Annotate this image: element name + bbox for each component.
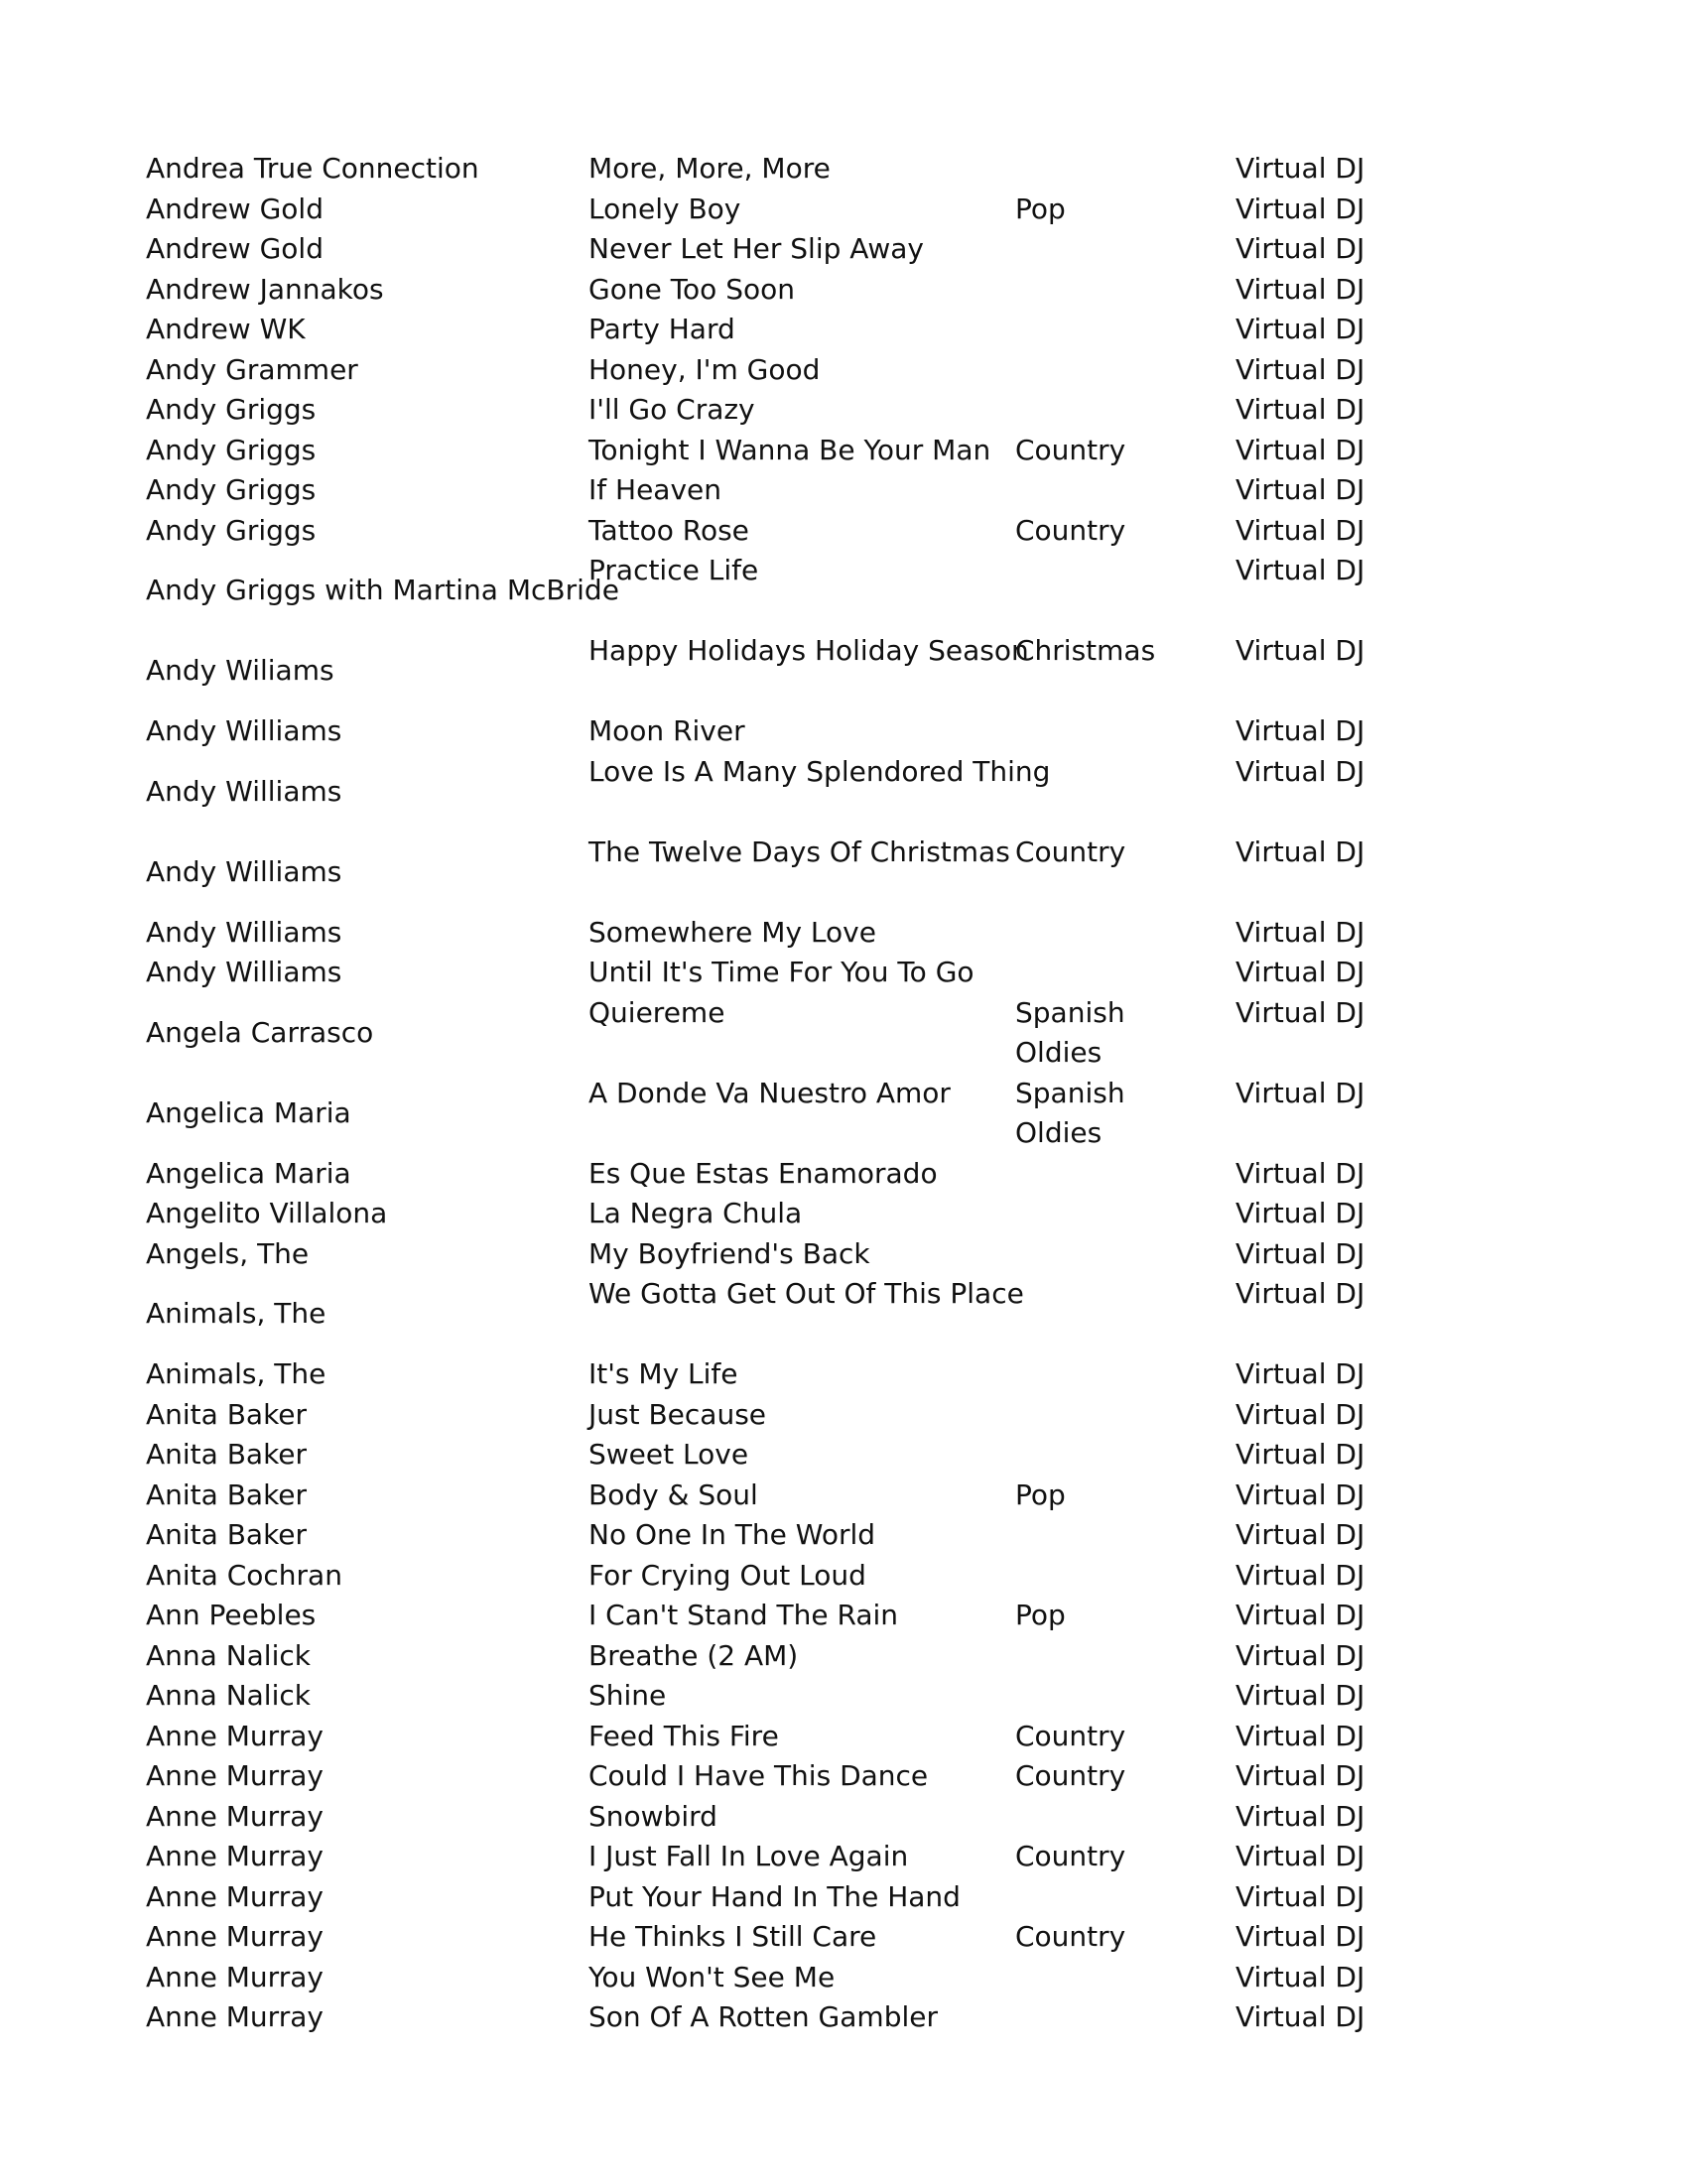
table-row	[0, 190, 1687, 230]
artist-cell: Anna Nalick	[146, 1638, 311, 1672]
title-cell: Snowbird	[588, 1799, 717, 1833]
genre-cell: Pop	[1015, 1477, 1066, 1511]
artist-cell: Andrew Gold	[146, 232, 324, 265]
source-cell: Virtual DJ	[1235, 1879, 1365, 1913]
table-row	[0, 551, 1687, 631]
title-cell: He Thinks I Still Care	[588, 1920, 877, 1953]
source-cell: Virtual DJ	[1235, 1920, 1365, 1953]
table-row	[0, 1074, 1687, 1154]
table-row	[0, 833, 1687, 913]
table-row	[0, 1917, 1687, 1958]
source-cell: Virtual DJ	[1235, 1759, 1365, 1792]
source-cell: Virtual DJ	[1235, 1236, 1365, 1270]
genre-cell: Country	[1015, 1719, 1126, 1752]
genre-cell: Country	[1015, 433, 1126, 466]
table-row	[0, 1515, 1687, 1556]
title-cell: Practice Life	[588, 554, 759, 586]
title-cell: Somewhere My Love	[588, 915, 876, 949]
title-cell: It's My Life	[588, 1357, 738, 1390]
table-row	[0, 1756, 1687, 1797]
artist-cell: Anne Murray	[146, 1879, 324, 1913]
title-cell: My Boyfriend's Back	[588, 1236, 870, 1270]
artist-cell: Anita Baker	[146, 1518, 308, 1551]
artist-cell: Anne Murray	[146, 1759, 324, 1792]
artist-cell: Anne Murray	[146, 1960, 324, 1993]
artist-cell: Andy Williams	[146, 774, 342, 808]
artist-cell: Anne Murray	[146, 1719, 324, 1752]
source-cell: Virtual DJ	[1235, 393, 1365, 426]
title-cell: Could I Have This Dance	[588, 1759, 929, 1792]
table-row	[0, 1354, 1687, 1395]
source-cell: Virtual DJ	[1235, 915, 1365, 949]
artist-cell: Andrew Jannakos	[146, 272, 384, 306]
genre-cell: Spanish Oldies	[1015, 1076, 1125, 1149]
title-cell: Gone Too Soon	[588, 272, 795, 306]
title-cell: Love Is A Many Splendored Thing	[588, 754, 1051, 788]
artist-cell: Animals, The	[146, 1357, 326, 1390]
title-cell: No One In The World	[588, 1518, 876, 1551]
source-cell: Virtual DJ	[1235, 1277, 1365, 1310]
source-cell: Virtual DJ	[1235, 554, 1365, 586]
source-cell: Virtual DJ	[1235, 1357, 1365, 1390]
artist-cell: Anne Murray	[146, 1920, 324, 1953]
table-row	[0, 1395, 1687, 1436]
table-row	[0, 1797, 1687, 1838]
source-cell: Virtual DJ	[1235, 995, 1365, 1029]
artist-cell: Andrew Gold	[146, 192, 324, 225]
source-cell: Virtual DJ	[1235, 956, 1365, 988]
title-cell: You Won't See Me	[588, 1960, 836, 1993]
table-row	[0, 993, 1687, 1074]
artist-cell: Anne Murray	[146, 2000, 324, 2033]
genre-cell: Pop	[1015, 192, 1066, 225]
table-row	[0, 350, 1687, 391]
source-cell: Virtual DJ	[1235, 513, 1365, 547]
title-cell: Breathe (2 AM)	[588, 1638, 799, 1672]
source-cell: Virtual DJ	[1235, 634, 1365, 667]
source-cell: Virtual DJ	[1235, 1679, 1365, 1712]
table-row	[0, 229, 1687, 270]
artist-cell: Angela Carrasco	[146, 1015, 374, 1049]
artist-cell: Andy Williams	[146, 714, 342, 747]
artist-cell: Andy Griggs with Martina McBride	[146, 574, 619, 606]
artist-cell: Ann Peebles	[146, 1599, 317, 1631]
title-cell: Honey, I'm Good	[588, 352, 821, 386]
table-row	[0, 1958, 1687, 1998]
title-cell: I'll Go Crazy	[588, 393, 755, 426]
table-row	[0, 149, 1687, 190]
title-cell: Just Because	[588, 1397, 767, 1431]
genre-cell: Country	[1015, 513, 1126, 547]
table-row	[0, 1194, 1687, 1234]
title-cell: A Donde Va Nuestro Amor	[588, 1076, 951, 1109]
artist-cell: Anne Murray	[146, 1799, 324, 1833]
artist-cell: Angelica Maria	[146, 1095, 351, 1129]
title-cell: Moon River	[588, 714, 745, 747]
table-row	[0, 1435, 1687, 1476]
title-cell: Never Let Her Slip Away	[588, 232, 924, 265]
artist-cell: Andy Williams	[146, 956, 342, 988]
title-cell: Feed This Fire	[588, 1719, 779, 1752]
source-cell: Virtual DJ	[1235, 1599, 1365, 1631]
table-row	[0, 270, 1687, 311]
source-cell: Virtual DJ	[1235, 1438, 1365, 1471]
artist-cell: Anita Cochran	[146, 1558, 342, 1592]
title-cell: Lonely Boy	[588, 192, 741, 225]
table-row	[0, 752, 1687, 833]
genre-cell: Country	[1015, 1759, 1126, 1792]
artist-cell: Andy Griggs	[146, 513, 317, 547]
table-row	[0, 1596, 1687, 1636]
table-row	[0, 1997, 1687, 2038]
source-cell: Virtual DJ	[1235, 1799, 1365, 1833]
artist-cell: Anita Baker	[146, 1397, 308, 1431]
artist-cell: Andy Wiliams	[146, 654, 334, 687]
title-cell: Son Of A Rotten Gambler	[588, 2000, 938, 2033]
table-row	[0, 1877, 1687, 1918]
title-cell: Body & Soul	[588, 1477, 758, 1511]
artist-cell: Anna Nalick	[146, 1679, 311, 1712]
table-row	[0, 1556, 1687, 1597]
table-row	[0, 431, 1687, 471]
source-cell: Virtual DJ	[1235, 352, 1365, 386]
artist-cell: Andy Griggs	[146, 473, 317, 506]
artist-cell: Angelito Villalona	[146, 1197, 388, 1229]
title-cell: The Twelve Days Of Christmas	[588, 835, 1010, 868]
genre-cell: Country	[1015, 1920, 1126, 1953]
genre-cell: Spanish Oldies	[1015, 995, 1125, 1069]
table-row	[0, 913, 1687, 954]
title-cell: Es Que Estas Enamorado	[588, 1156, 938, 1190]
table-row	[0, 1234, 1687, 1275]
source-cell: Virtual DJ	[1235, 433, 1365, 466]
artist-cell: Animals, The	[146, 1297, 326, 1330]
title-cell: For Crying Out Loud	[588, 1558, 866, 1592]
source-cell: Virtual DJ	[1235, 272, 1365, 306]
source-cell: Virtual DJ	[1235, 473, 1365, 506]
artist-cell: Andy Griggs	[146, 433, 317, 466]
source-cell: Virtual DJ	[1235, 192, 1365, 225]
title-cell: Sweet Love	[588, 1438, 749, 1471]
title-cell: If Heaven	[588, 473, 721, 506]
artist-cell: Andy Williams	[146, 854, 342, 888]
title-cell: We Gotta Get Out Of This Place	[588, 1277, 1024, 1310]
source-cell: Virtual DJ	[1235, 152, 1365, 185]
source-cell: Virtual DJ	[1235, 1960, 1365, 1993]
title-cell: I Can't Stand The Rain	[588, 1599, 899, 1631]
source-cell: Virtual DJ	[1235, 754, 1365, 788]
artist-cell: Andy Grammer	[146, 352, 358, 386]
table-row	[0, 1636, 1687, 1677]
genre-cell: Country	[1015, 835, 1126, 868]
genre-cell: Pop	[1015, 1599, 1066, 1631]
table-row	[0, 390, 1687, 431]
artist-cell: Andrea True Connection	[146, 152, 479, 185]
source-cell: Virtual DJ	[1235, 1156, 1365, 1190]
table-row	[0, 1676, 1687, 1717]
title-cell: Party Hard	[588, 313, 735, 345]
title-cell: Quiereme	[588, 995, 725, 1029]
artist-cell: Andy Griggs	[146, 393, 317, 426]
title-cell: Until It's Time For You To Go	[588, 956, 974, 988]
source-cell: Virtual DJ	[1235, 1638, 1365, 1672]
title-cell: Tattoo Rose	[588, 513, 749, 547]
source-cell: Virtual DJ	[1235, 313, 1365, 345]
table-row	[0, 1476, 1687, 1516]
table-row	[0, 470, 1687, 511]
title-cell: La Negra Chula	[588, 1197, 803, 1229]
table-row	[0, 1154, 1687, 1195]
table-row	[0, 511, 1687, 552]
title-cell: Shine	[588, 1679, 667, 1712]
source-cell: Virtual DJ	[1235, 1840, 1365, 1872]
artist-cell: Angels, The	[146, 1236, 310, 1270]
genre-cell: Christmas	[1015, 634, 1156, 667]
source-cell: Virtual DJ	[1235, 1477, 1365, 1511]
artist-cell: Angelica Maria	[146, 1156, 351, 1190]
title-cell: Put Your Hand In The Hand	[588, 1879, 961, 1913]
source-cell: Virtual DJ	[1235, 2000, 1365, 2033]
source-cell: Virtual DJ	[1235, 714, 1365, 747]
source-cell: Virtual DJ	[1235, 1558, 1365, 1592]
source-cell: Virtual DJ	[1235, 1719, 1365, 1752]
title-cell: More, More, More	[588, 152, 831, 185]
song-list	[0, 149, 1687, 2038]
artist-cell: Anne Murray	[146, 1840, 324, 1872]
table-row	[0, 953, 1687, 993]
title-cell: I Just Fall In Love Again	[588, 1840, 909, 1872]
table-row	[0, 631, 1687, 711]
table-row	[0, 1717, 1687, 1757]
title-cell: Happy Holidays Holiday Season	[588, 634, 1029, 667]
table-row	[0, 310, 1687, 350]
source-cell: Virtual DJ	[1235, 1397, 1365, 1431]
source-cell: Virtual DJ	[1235, 835, 1365, 868]
artist-cell: Anita Baker	[146, 1438, 308, 1471]
title-cell: Tonight I Wanna Be Your Man	[588, 433, 991, 466]
source-cell: Virtual DJ	[1235, 232, 1365, 265]
artist-cell: Andrew WK	[146, 313, 306, 345]
table-row	[0, 1837, 1687, 1877]
artist-cell: Andy Williams	[146, 915, 342, 949]
artist-cell: Anita Baker	[146, 1477, 308, 1511]
source-cell: Virtual DJ	[1235, 1197, 1365, 1229]
genre-cell: Country	[1015, 1840, 1126, 1872]
table-row	[0, 711, 1687, 752]
table-row	[0, 1274, 1687, 1354]
source-cell: Virtual DJ	[1235, 1076, 1365, 1109]
source-cell: Virtual DJ	[1235, 1518, 1365, 1551]
